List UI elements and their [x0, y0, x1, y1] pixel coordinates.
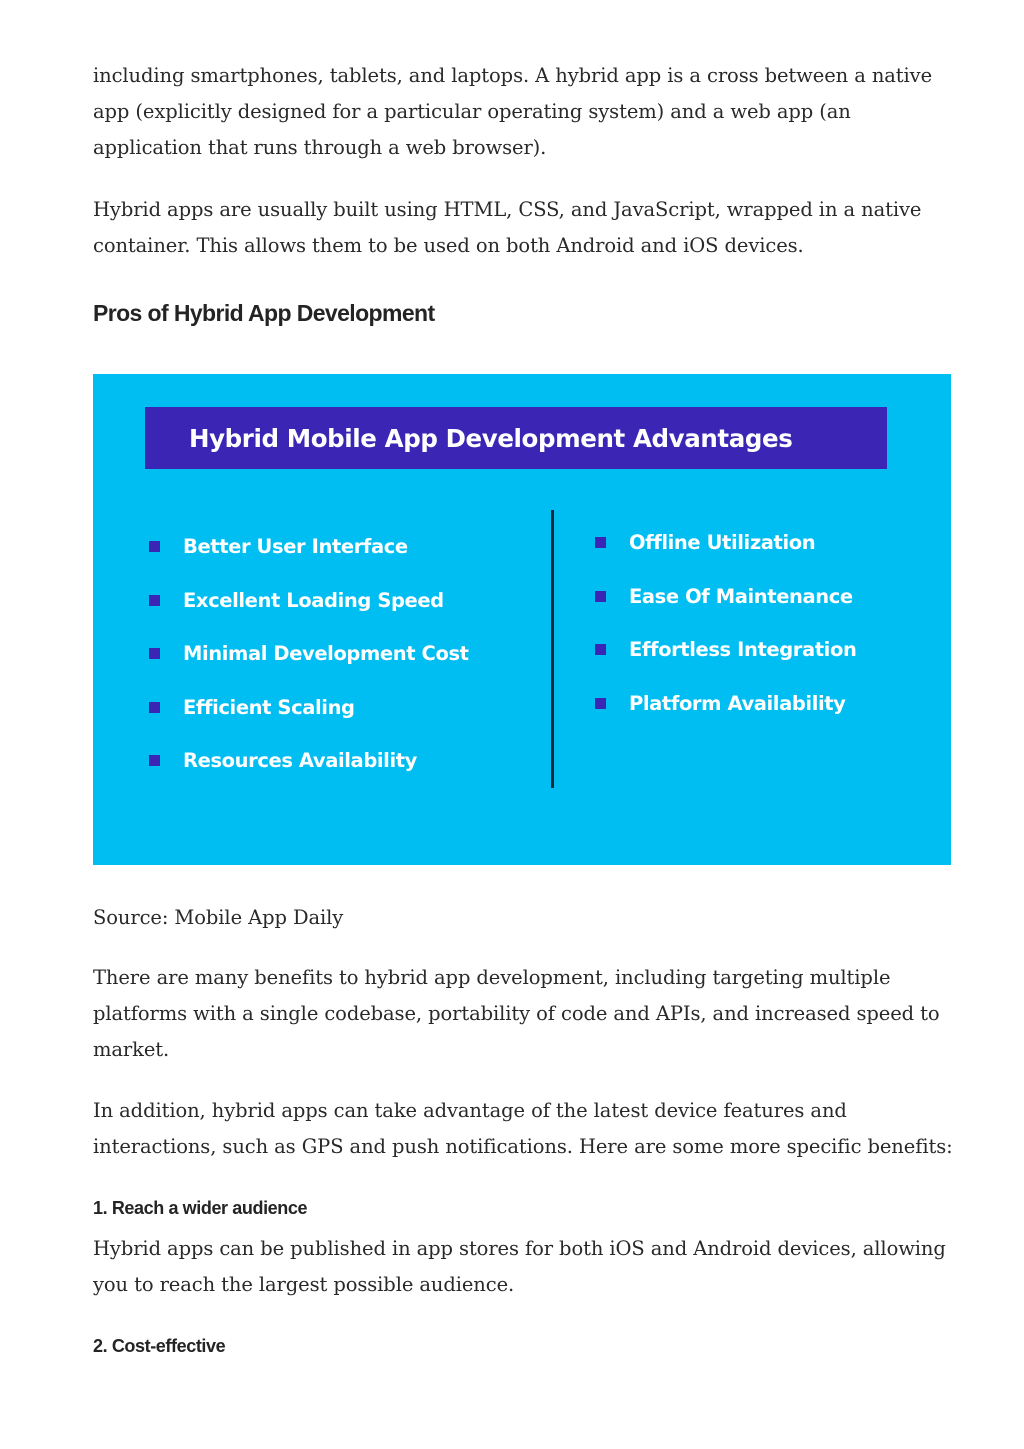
advantages-infographic	[93, 374, 951, 865]
advantage-label: Efficient Scaling	[183, 695, 355, 719]
advantage-item	[149, 627, 469, 681]
square-bullet-icon	[149, 541, 160, 552]
square-bullet-icon	[149, 702, 160, 713]
benefits-paragraph: There are many benefits to hybrid app development, including targeting multiple platforms with a single codebase, portability of code and APIs, and increased speed to market.	[93, 966, 940, 1061]
advantage-item	[595, 570, 856, 624]
advantage-item	[595, 623, 856, 677]
device-features-paragraph: In addition, hybrid apps can take advantage of the latest device features and interactions, such as GPS and push notifications. Here are some more specific benefits:	[93, 1099, 953, 1158]
advantage-label: Excellent Loading Speed	[183, 588, 444, 612]
wider-audience-paragraph: Hybrid apps can be published in app stores for both iOS and Android devices, allowing you to reach the largest possible audience.	[93, 1237, 946, 1296]
advantage-label: Minimal Development Cost	[183, 642, 469, 666]
square-bullet-icon	[595, 591, 606, 602]
hybrid-tech-paragraph: Hybrid apps are usually built using HTML, CSS, and JavaScript, wrapped in a native container. This allows them to be used on both Android and iOS devices.	[93, 198, 922, 257]
advantage-item	[595, 677, 856, 731]
square-bullet-icon	[149, 648, 160, 659]
intro-paragraph: including smartphones, tablets, and laptops. A hybrid app is a cross between a native app (explicitly designed for a particular operating system) and a web app (an application that runs through a web browser).	[93, 64, 933, 159]
advantage-label: Offline Utilization	[629, 531, 816, 555]
advantages-list-left	[149, 520, 469, 788]
advantage-item	[595, 516, 856, 570]
square-bullet-icon	[595, 644, 606, 655]
advantage-label: Resources Availability	[183, 749, 417, 773]
advantage-item	[149, 574, 469, 628]
square-bullet-icon	[149, 595, 160, 606]
square-bullet-icon	[595, 698, 606, 709]
square-bullet-icon	[149, 755, 160, 766]
advantage-label: Ease Of Maintenance	[629, 584, 853, 608]
pros-heading: Pros of Hybrid App Development	[93, 300, 435, 326]
advantage-item	[149, 734, 469, 788]
advantage-label: Effortless Integration	[629, 638, 857, 662]
advantage-item	[149, 520, 469, 574]
advantages-list-right	[595, 516, 856, 730]
subheading-wider-audience: 1. Reach a wider audience	[93, 1198, 308, 1218]
square-bullet-icon	[595, 537, 606, 548]
column-divider	[551, 510, 554, 788]
figure-caption: Source: Mobile App Daily	[93, 906, 344, 929]
advantage-item	[149, 681, 469, 735]
advantage-label: Platform Availability	[629, 691, 846, 715]
subheading-cost-effective: 2. Cost-effective	[93, 1336, 226, 1356]
infographic-title: Hybrid Mobile App Development Advantages	[145, 407, 887, 469]
advantage-label: Better User Interface	[183, 535, 408, 559]
